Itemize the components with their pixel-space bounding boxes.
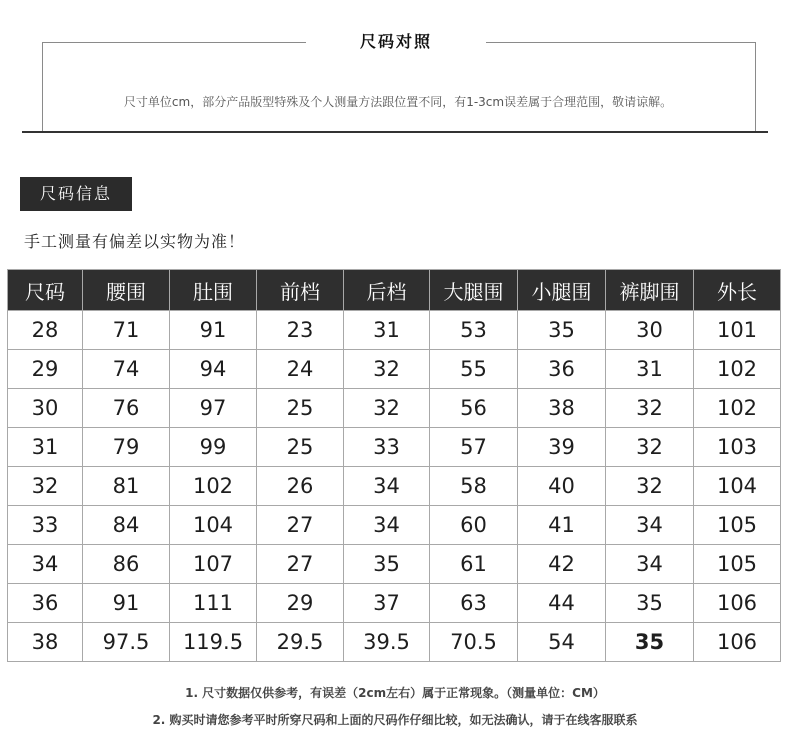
header-rule-right	[486, 42, 755, 43]
table-row	[8, 389, 781, 428]
table-cell: 30	[606, 311, 694, 350]
table-cell: 33	[344, 428, 430, 467]
table-cell: 53	[430, 311, 518, 350]
table-cell: 31	[344, 311, 430, 350]
table-cell: 37	[344, 584, 430, 623]
table-cell: 91	[83, 584, 170, 623]
table-cell: 41	[518, 506, 606, 545]
table-cell: 33	[8, 506, 83, 545]
table-cell: 35	[606, 584, 694, 623]
table-cell: 86	[83, 545, 170, 584]
table-cell: 24	[257, 350, 344, 389]
table-cell: 81	[83, 467, 170, 506]
header-front-rise: 前档	[257, 270, 344, 311]
table-row	[8, 584, 781, 623]
table-cell: 34	[8, 545, 83, 584]
table-cell: 34	[344, 506, 430, 545]
table-cell: 107	[170, 545, 257, 584]
table-cell: 31	[606, 350, 694, 389]
table-cell: 32	[344, 350, 430, 389]
header-belly: 肚围	[170, 270, 257, 311]
table-cell: 38	[8, 623, 83, 662]
header-rule-left	[42, 42, 306, 43]
table-cell: 70.5	[430, 623, 518, 662]
table-cell: 32	[606, 467, 694, 506]
table-cell: 27	[257, 506, 344, 545]
table-cell: 27	[257, 545, 344, 584]
table-cell: 29	[8, 350, 83, 389]
table-cell: 101	[694, 311, 781, 350]
table-cell: 58	[430, 467, 518, 506]
table-cell: 79	[83, 428, 170, 467]
table-cell: 32	[606, 389, 694, 428]
table-cell: 32	[606, 428, 694, 467]
table-cell: 34	[606, 545, 694, 584]
table-cell: 44	[518, 584, 606, 623]
table-cell: 34	[606, 506, 694, 545]
table-cell: 106	[694, 584, 781, 623]
table-cell: 91	[170, 311, 257, 350]
table-cell: 39.5	[344, 623, 430, 662]
table-cell: 74	[83, 350, 170, 389]
header-outseam: 外长	[694, 270, 781, 311]
footnote-2: 2. 购买时请您参考平时所穿尺码和上面的尺码作仔细比较，如无法确认，请于在线客服联系	[152, 713, 638, 727]
table-cell: 29	[257, 584, 344, 623]
table-cell: 42	[518, 545, 606, 584]
unit-disclaimer: 尺寸单位cm，部分产品版型特殊及个人测量方法跟位置不同，有1-3cm误差属于合理范围，敬请谅解。	[123, 95, 673, 109]
measurement-note: 手工测量有偏差以实物为准！	[24, 232, 246, 251]
table-cell: 99	[170, 428, 257, 467]
table-cell: 102	[694, 389, 781, 428]
table-cell: 25	[257, 428, 344, 467]
table-cell: 31	[8, 428, 83, 467]
table-cell: 84	[83, 506, 170, 545]
table-cell: 57	[430, 428, 518, 467]
table-cell: 56	[430, 389, 518, 428]
table-cell: 28	[8, 311, 83, 350]
table-cell: 104	[170, 506, 257, 545]
table-row	[8, 545, 781, 584]
table-cell: 54	[518, 623, 606, 662]
table-cell: 76	[83, 389, 170, 428]
table-cell: 102	[694, 350, 781, 389]
page-title: 尺码对照	[359, 32, 432, 51]
table-cell: 40	[518, 467, 606, 506]
header-thigh: 大腿围	[430, 270, 518, 311]
table-row	[8, 428, 781, 467]
table-cell: 97.5	[83, 623, 170, 662]
table-cell: 30	[8, 389, 83, 428]
table-cell: 105	[694, 545, 781, 584]
footnote-1: 1. 尺寸数据仅供参考，有误差（2cm左右）属于正常现象。（测量单位：CM）	[185, 686, 605, 700]
table-cell: 97	[170, 389, 257, 428]
table-cell: 119.5	[170, 623, 257, 662]
header-waist: 腰围	[83, 270, 170, 311]
table-row	[8, 623, 781, 662]
table-cell: 104	[694, 467, 781, 506]
table-cell: 71	[83, 311, 170, 350]
table-cell: 61	[430, 545, 518, 584]
table-cell: 26	[257, 467, 344, 506]
table-header-row	[8, 270, 781, 311]
table-cell: 63	[430, 584, 518, 623]
size-table	[7, 269, 781, 662]
table-row	[8, 311, 781, 350]
table-cell: 35	[518, 311, 606, 350]
header-hem: 裤脚围	[606, 270, 694, 311]
table-cell: 60	[430, 506, 518, 545]
table-cell: 29.5	[257, 623, 344, 662]
table-cell: 32	[344, 389, 430, 428]
table-cell: 39	[518, 428, 606, 467]
table-cell: 35	[606, 623, 694, 662]
table-cell: 36	[8, 584, 83, 623]
table-cell: 23	[257, 311, 344, 350]
table-cell: 36	[518, 350, 606, 389]
size-info-label: 尺码信息	[20, 177, 132, 211]
table-cell: 35	[344, 545, 430, 584]
table-row	[8, 467, 781, 506]
table-cell: 32	[8, 467, 83, 506]
table-cell: 103	[694, 428, 781, 467]
table-cell: 102	[170, 467, 257, 506]
table-cell: 34	[344, 467, 430, 506]
header-size: 尺码	[8, 270, 83, 311]
table-cell: 25	[257, 389, 344, 428]
table-cell: 105	[694, 506, 781, 545]
table-row	[8, 506, 781, 545]
table-cell: 38	[518, 389, 606, 428]
header-back-rise: 后档	[344, 270, 430, 311]
header-divider	[22, 131, 768, 133]
table-cell: 106	[694, 623, 781, 662]
header-frame	[42, 42, 756, 132]
table-cell: 111	[170, 584, 257, 623]
table-cell: 55	[430, 350, 518, 389]
table-row	[8, 350, 781, 389]
header-calf: 小腿围	[518, 270, 606, 311]
table-cell: 94	[170, 350, 257, 389]
